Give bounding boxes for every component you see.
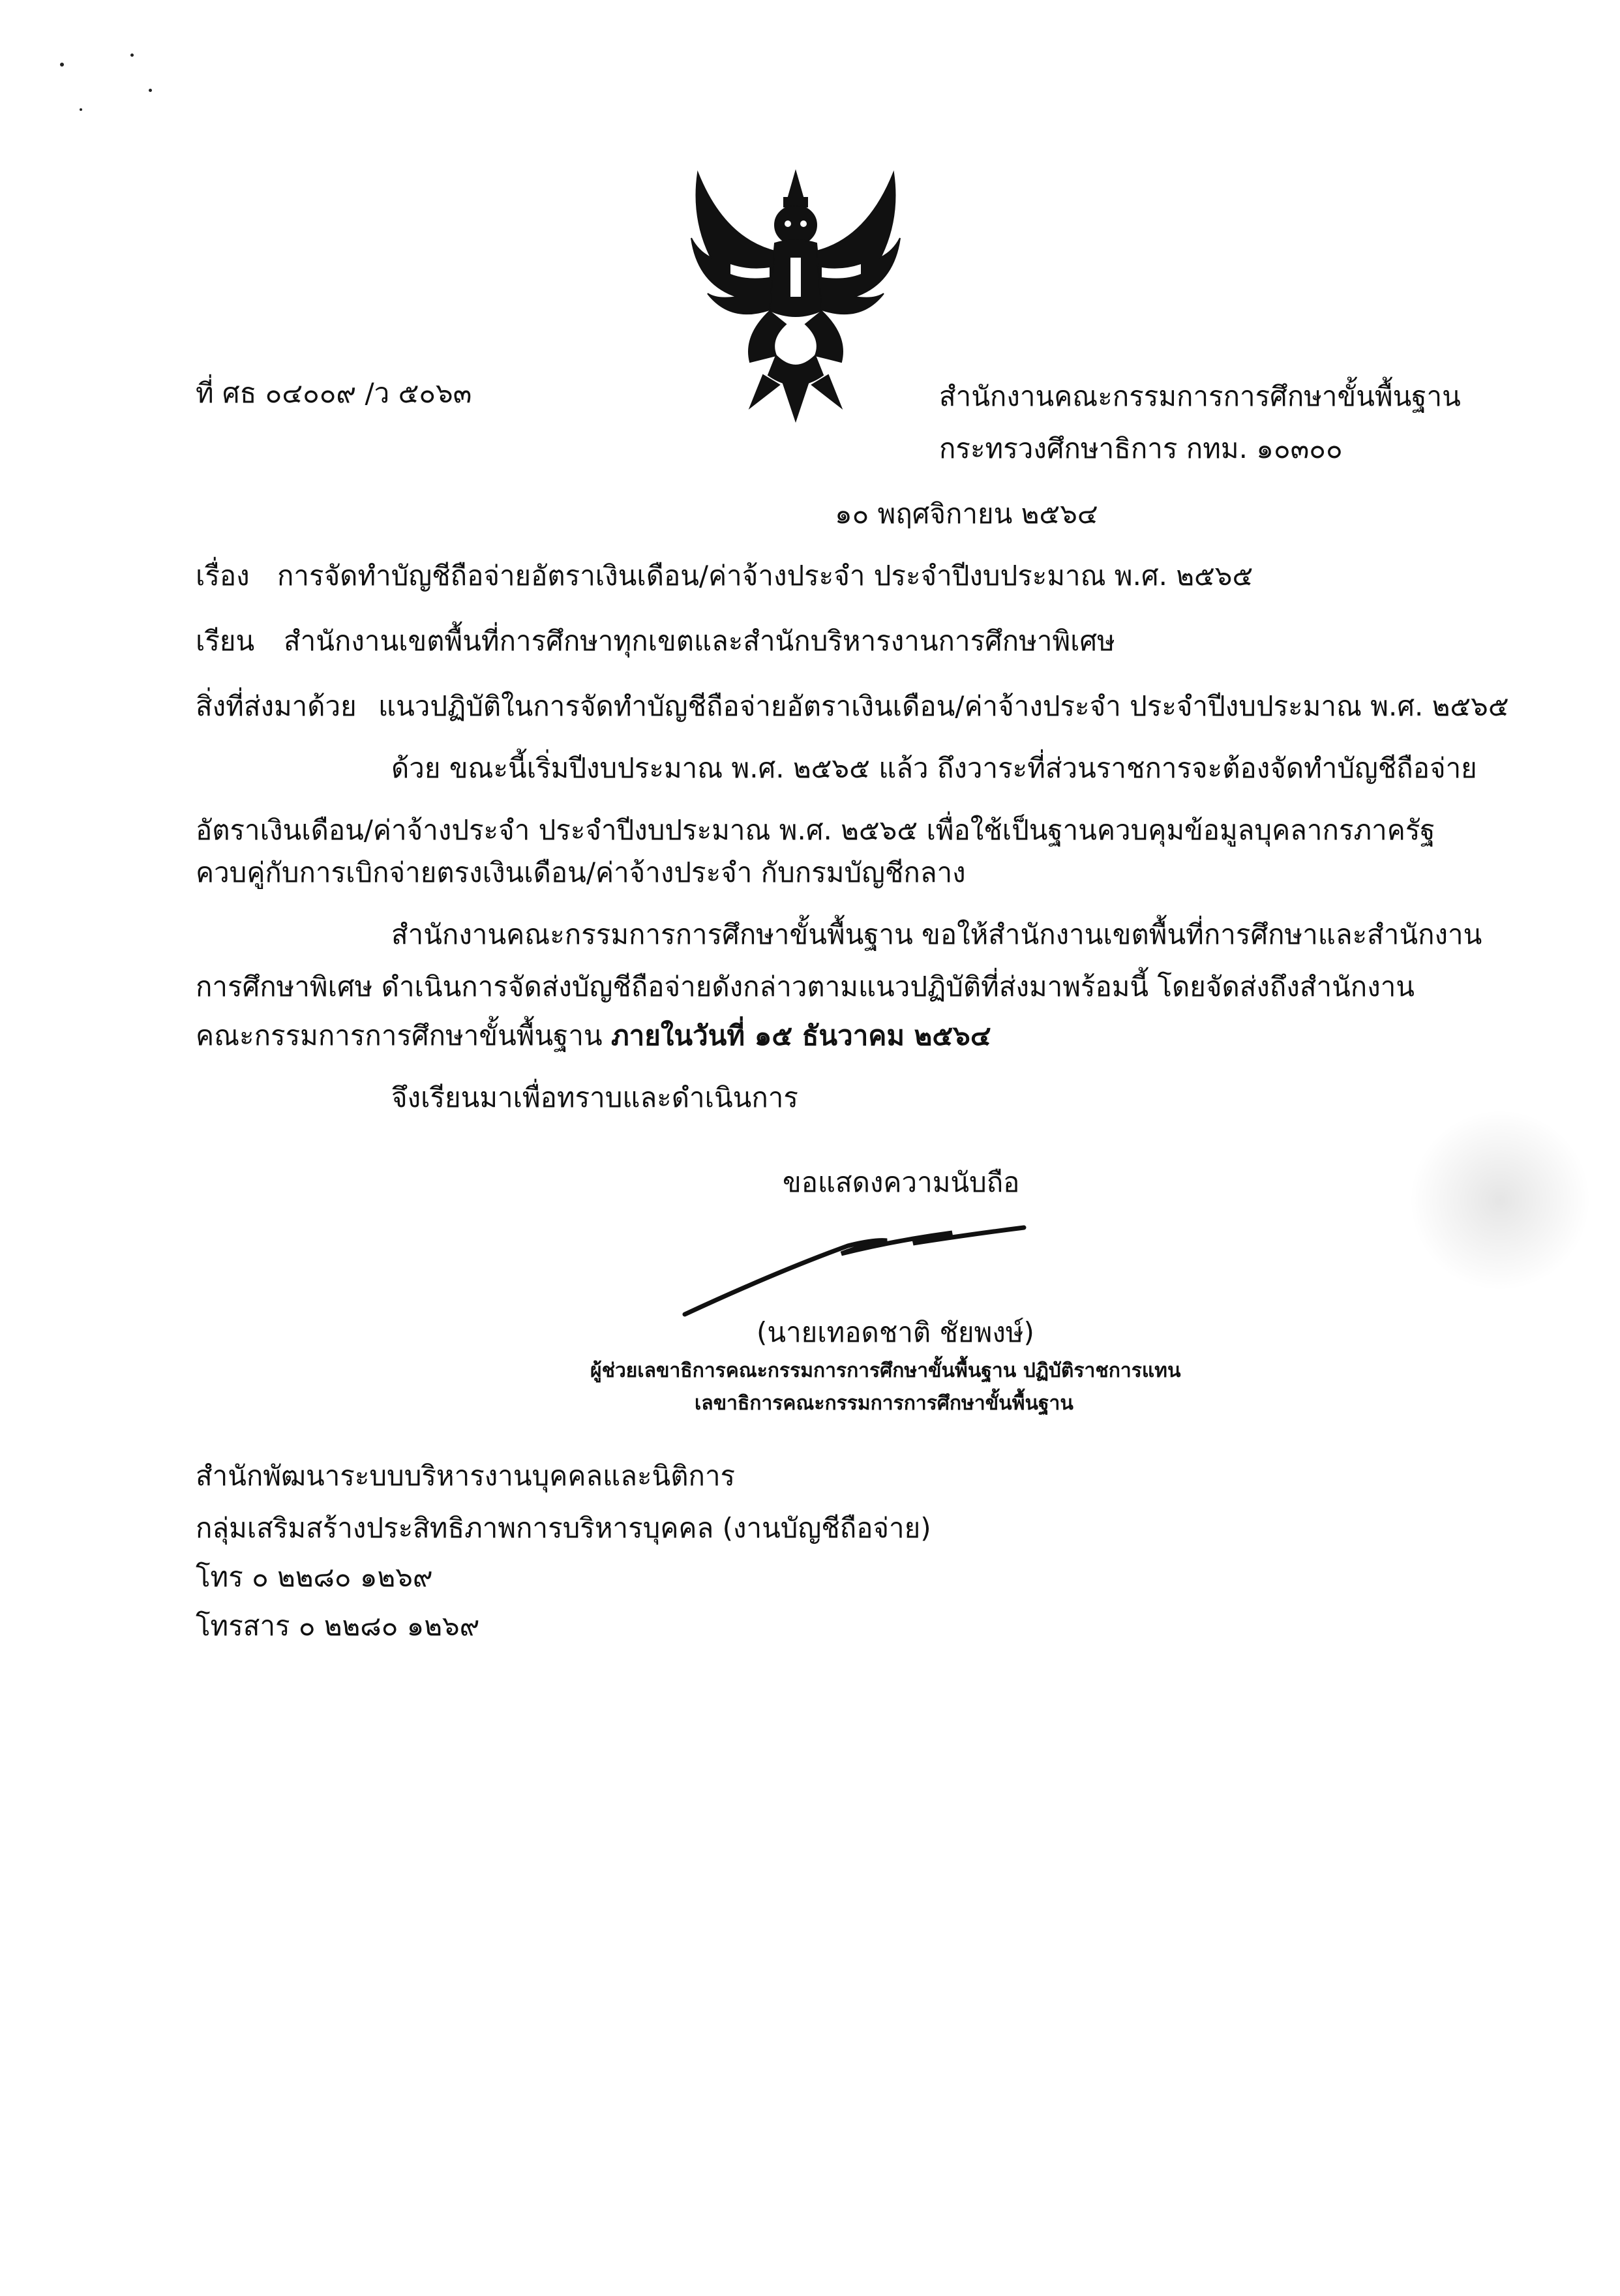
paragraph2-last-text: คณะกรรมการการศึกษาขั้นพื้นฐาน — [196, 1020, 611, 1051]
subject-text: การจัดทำบัญชีถือจ่ายอัตราเงินเดือน/ค่าจ้างประจำ ประจำปีงบประมาณ พ.ศ. ๒๕๖๕ — [277, 560, 1253, 592]
recipient-text: สำนักงานเขตพื้นที่การศึกษาทุกเขตและสำนักบริหารงานการศึกษาพิเศษ — [284, 625, 1115, 657]
paragraph1-line: ควบคู่กับการเบิกจ่ายตรงเงินเดือน/ค่าจ้างประจำ กับกรมบัญชีกลาง — [196, 856, 966, 888]
paragraph2-line: สำนักงานคณะกรรมการการศึกษาขั้นพื้นฐาน ขอให้สำนักงานเขตพื้นที่การศึกษาและสำนักงาน — [391, 918, 1482, 950]
enclosure-label: สิ่งที่ส่งมาด้วย — [196, 690, 357, 722]
signature-mark — [678, 1200, 1030, 1331]
closing-request: จึงเรียนมาเพื่อทราบและดำเนินการ — [391, 1081, 798, 1113]
scan-speck — [149, 89, 152, 92]
letter-date: ๑๐ พฤศจิกายน ๒๕๖๔ — [835, 498, 1098, 530]
subject-label: เรื่อง — [196, 560, 250, 592]
deadline-text: ภายในวันที่ ๑๕ ธันวาคม ๒๕๖๔ — [611, 1020, 991, 1051]
garuda-emblem-icon — [672, 160, 920, 434]
issuing-office: สำนักงานคณะกรรมการการศึกษาขั้นพื้นฐาน — [939, 380, 1461, 412]
regards-text: ขอแสดงความนับถือ — [783, 1166, 1020, 1198]
footer-fax: โทรสาร ๐ ๒๒๘๐ ๑๒๖๙ — [196, 1610, 480, 1642]
paragraph2-last-line — [196, 1018, 991, 1054]
scan-speck — [60, 63, 64, 67]
footer-department: สำนักพัฒนาระบบบริหารงานบุคคลและนิติการ — [196, 1460, 736, 1492]
reference-number: ที่ ศธ ๐๔๐๐๙ /ว ๕๐๖๓ — [196, 377, 472, 409]
issuing-office-address: กระทรวงศึกษาธิการ กทม. ๑๐๓๐๐ — [939, 432, 1343, 464]
scan-speck — [130, 53, 134, 57]
signatory-position-line2: เลขาธิการคณะกรรมการการศึกษาขั้นพื้นฐาน — [695, 1392, 1073, 1415]
paragraph1-line: อัตราเงินเดือน/ค่าจ้างประจำ ประจำปีงบประมาณ พ.ศ. ๒๕๖๕ เพื่อใช้เป็นฐานควบคุมข้อมูลบุคลากรภาครัฐ — [196, 814, 1435, 846]
signatory-name: (นายเทอดชาติ ชัยพงษ์) — [757, 1316, 1034, 1348]
footer-group: กลุ่มเสริมสร้างประสิทธิภาพการบริหารบุคคล (งานบัญชีถือจ่าย) — [196, 1512, 931, 1544]
recipient-label: เรียน — [196, 625, 255, 657]
scan-speck — [80, 108, 82, 111]
paragraph1-line: ด้วย ขณะนี้เริ่มปีงบประมาณ พ.ศ. ๒๕๖๕ แล้ว ถึงวาระที่ส่วนราชการจะต้องจัดทำบัญชีถือจ่าย — [391, 752, 1477, 784]
scan-smudge — [1409, 1109, 1591, 1292]
paragraph2-line: การศึกษาพิเศษ ดำเนินการจัดส่งบัญชีถือจ่ายดังกล่าวตามแนวปฏิบัติที่ส่งมาพร้อมนี้ โดยจัดส่งถึงสำนักงาน — [196, 971, 1415, 1003]
signatory-position-line1: ผู้ช่วยเลขาธิการคณะกรรมการการศึกษาขั้นพื้นฐาน ปฏิบัติราชการแทน — [590, 1359, 1181, 1382]
footer-phone: โทร ๐ ๒๒๘๐ ๑๒๖๙ — [196, 1561, 433, 1593]
enclosure-text: แนวปฏิบัติในการจัดทำบัญชีถือจ่ายอัตราเงินเดือน/ค่าจ้างประจำ ประจำปีงบประมาณ พ.ศ. ๒๕๖๕ — [378, 690, 1509, 722]
